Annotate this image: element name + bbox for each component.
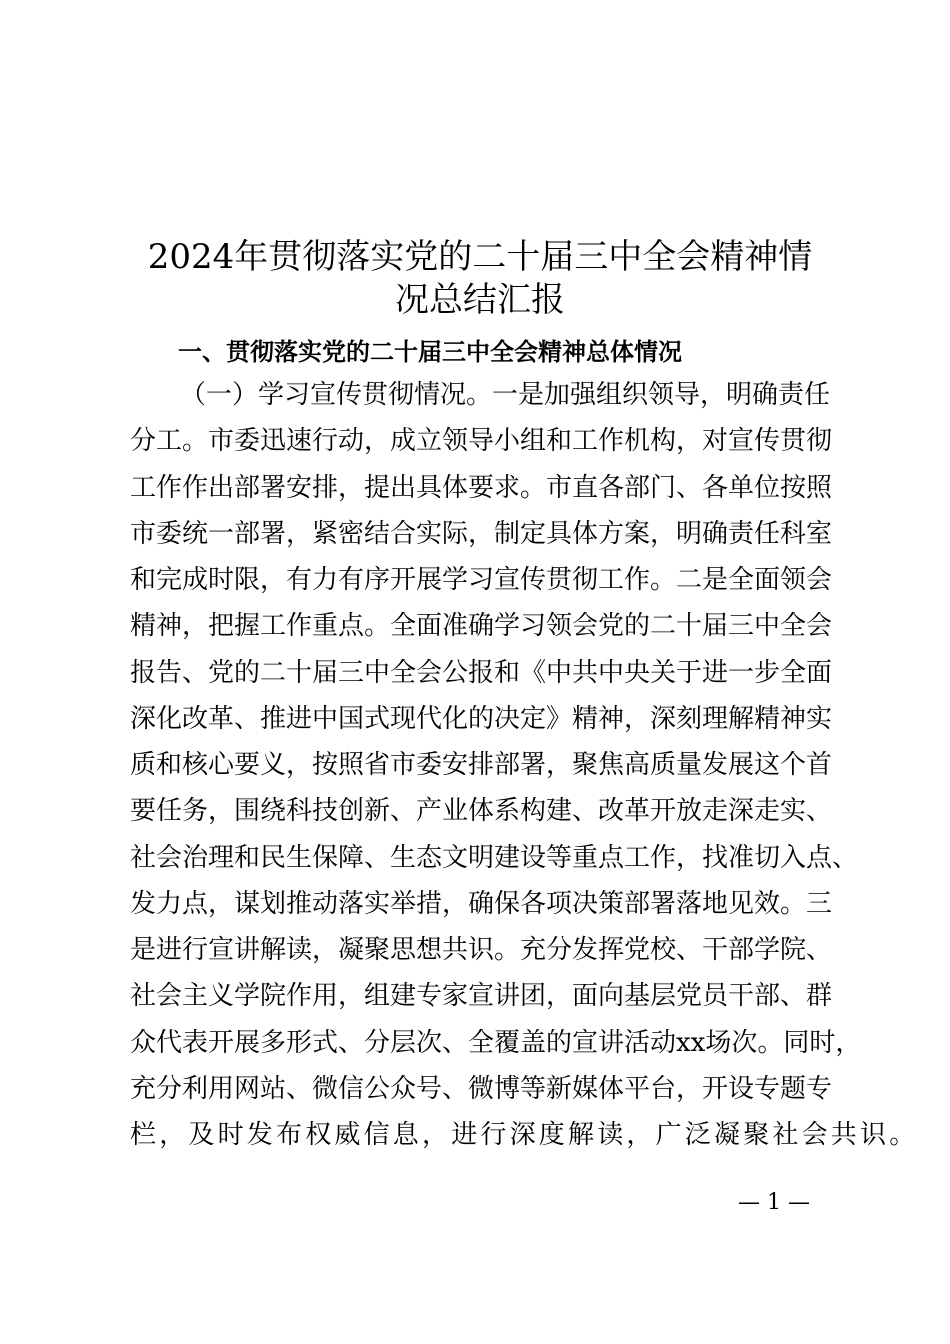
document-title-line-2: 况总结汇报: [395, 280, 565, 320]
document-title-line-1: 2024年贯彻落实党的二十届三中全会精神情: [147, 237, 813, 277]
body-line: 深化改革、推进中国式现代化的决定》精神，深刻理解精神实: [130, 703, 833, 734]
body-line: 分工。市委迅速行动，成立领导小组和工作机构，对宣传贯彻: [130, 426, 833, 457]
body-line: 社会治理和民生保障、生态文明建设等重点工作，找准切入点、: [130, 842, 859, 873]
section-heading: 一、贯彻落实党的二十届三中全会精神总体情况: [178, 338, 682, 366]
body-line: 要任务，围绕科技创新、产业体系构建、改革开放走深走实、: [130, 796, 833, 827]
body-line: 工作作出部署安排，提出具体要求。市直各部门、各单位按照: [130, 472, 833, 503]
body-line: 栏，及时发布权威信息，进行深度解读，广泛凝聚社会共识。: [130, 1120, 919, 1150]
body-line: 社会主义学院作用，组建专家宣讲团，面向基层党员干部、群: [130, 981, 833, 1012]
body-line: 报告、党的二十届三中全会公报和《中共中央关于进一步全面: [130, 657, 833, 688]
body-paragraph: [130, 372, 919, 1158]
page-number: — 1 —: [738, 1190, 810, 1215]
body-line: 充分利用网站、微信公众号、微博等新媒体平台，开设专题专: [130, 1073, 833, 1104]
body-line: 和完成时限，有力有序开展学习宣传贯彻工作。二是全面领会: [130, 565, 833, 595]
body-line: 市委统一部署，紧密结合实际，制定具体方案，明确责任科室: [130, 518, 833, 549]
body-line: 是进行宣讲解读，凝聚思想共识。充分发挥党校、干部学院、: [130, 935, 833, 965]
body-line: 众代表开展多形式、分层次、全覆盖的宣讲活动xx场次。同时，: [130, 1027, 862, 1058]
body-line: （一）学习宣传贯彻情况。一是加强组织领导，明确责任: [180, 380, 831, 410]
body-line: 精神，把握工作重点。全面准确学习领会党的二十届三中全会: [130, 611, 833, 642]
body-line: 发力点，谋划推动落实举措，确保各项决策部署落地见效。三: [130, 888, 833, 919]
body-line: 质和核心要义，按照省市委安排部署，聚焦高质量发展这个首: [130, 750, 833, 780]
